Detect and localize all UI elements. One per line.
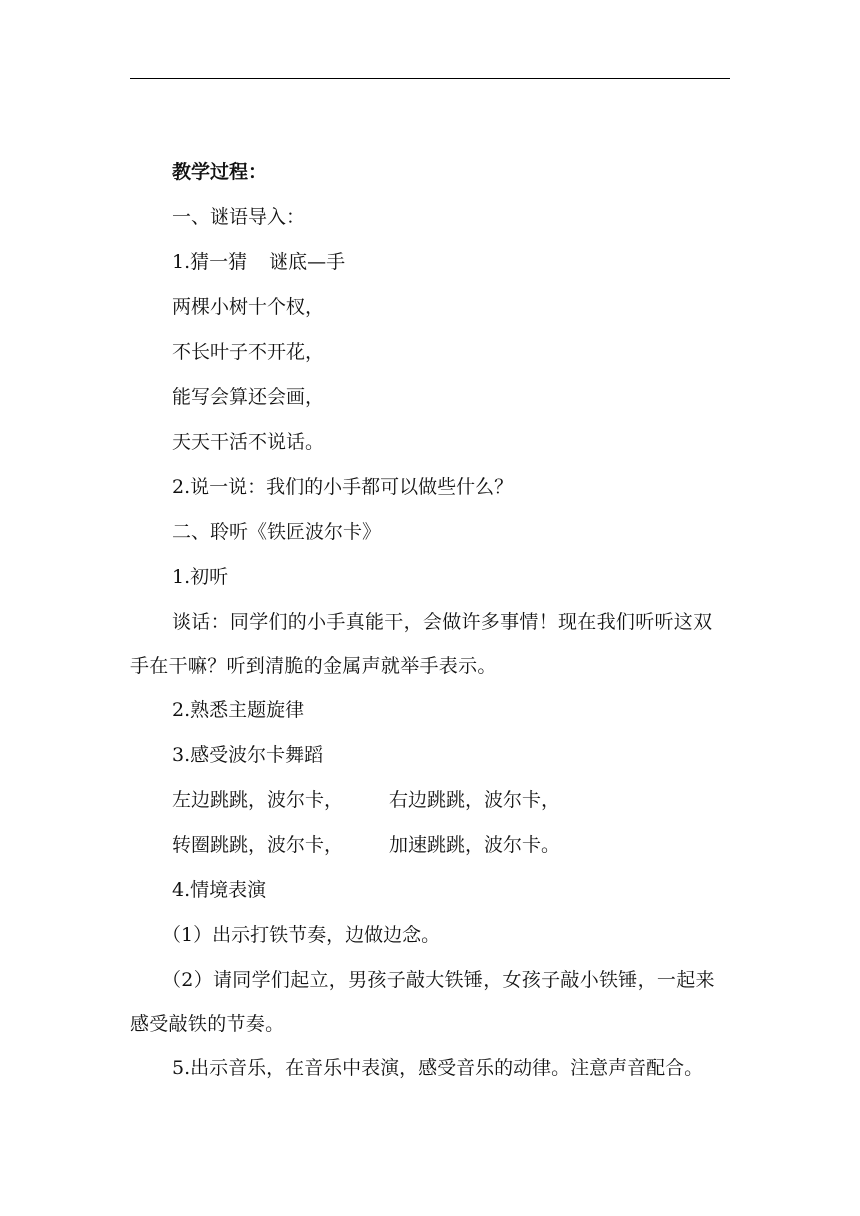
- step-dance: 3.感受波尔卡舞蹈: [172, 744, 324, 766]
- document-body: [130, 150, 730, 1091]
- riddle-line-3: 能写会算还会画，: [172, 386, 325, 408]
- dance-line-2: [130, 823, 730, 868]
- riddle-line-1: 两棵小树十个杈，: [172, 296, 325, 318]
- dance-right: 右边跳跳，波尔卡，: [389, 789, 561, 811]
- step-melody: 2.熟悉主题旋律: [172, 699, 305, 721]
- step-performance: 4.情境表演: [172, 879, 267, 901]
- dance-speed: 加速跳跳，波尔卡。: [389, 834, 561, 856]
- performance-item-2: （2）请同学们起立，男孩子敲大铁锤，女孩子敲小铁锤，一起来感受敲铁的节奏。: [130, 969, 715, 1035]
- riddle-line-4: 天天干活不说话。: [172, 431, 325, 453]
- section-title-listening: 二、聆听《铁匠波尔卡》: [172, 521, 382, 543]
- riddle-step-label: 1.猜一猜: [172, 251, 248, 273]
- dance-spin: 转圈跳跳，波尔卡，: [172, 834, 344, 856]
- riddle-line-2: 不长叶子不开花，: [172, 341, 325, 363]
- dance-left: 左边跳跳，波尔卡，: [172, 789, 344, 811]
- header-rule: [130, 78, 730, 79]
- dance-line-1: [130, 778, 730, 823]
- talk-paragraph: 谈话：同学们的小手真能干，会做许多事情！现在我们听听这双手在干嘛？听到清脆的金属声就举手表示。: [130, 611, 713, 677]
- section-title-riddle: 一、谜语导入：: [172, 206, 306, 228]
- riddle-intro-line: [130, 240, 730, 285]
- section-heading: 教学过程：: [172, 161, 268, 183]
- performance-item-1: （1）出示打铁节奏，边做边念。: [162, 924, 441, 946]
- discussion-question: 2.说一说：我们的小手都可以做些什么？: [172, 476, 514, 498]
- step-first-listen: 1.初听: [172, 566, 229, 588]
- step-music-performance: 5.出示音乐，在音乐中表演，感受音乐的动律。注意声音配合。: [172, 1057, 704, 1079]
- riddle-answer: 谜底—手: [269, 251, 346, 273]
